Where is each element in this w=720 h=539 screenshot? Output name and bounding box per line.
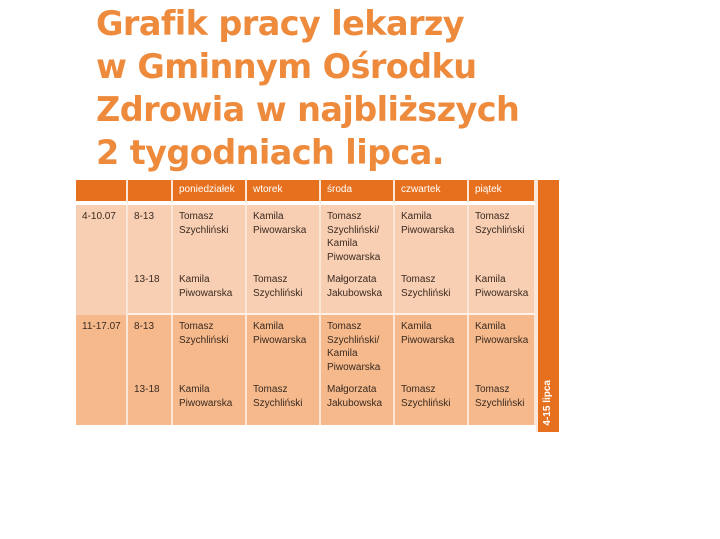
doctor-cell: Tomasz Szychliński — [247, 271, 321, 315]
side-date-bar — [536, 180, 559, 432]
table-row — [76, 271, 536, 315]
doctor-cell: Kamila Piwowarska — [247, 205, 321, 271]
doctor-cell: Kamila Piwowarska — [469, 315, 536, 381]
doctor-cell: Kamila Piwowarska — [173, 271, 247, 315]
header-wednesday: środa — [321, 180, 395, 205]
doctor-cell: Tomasz Szychliński — [469, 381, 536, 425]
doctor-cell: Kamila Piwowarska — [395, 315, 469, 381]
week-label: 11-17.07 — [76, 315, 128, 425]
doctor-cell: Tomasz Szychliński/ Kamila Piwowarska — [321, 315, 395, 381]
doctor-cell: Tomasz Szychliński — [469, 205, 536, 271]
header-hours — [128, 180, 173, 205]
doctor-cell: Tomasz Szychliński — [173, 315, 247, 381]
doctor-cell: Małgorzata Jakubowska — [321, 271, 395, 315]
page-title — [96, 2, 566, 174]
title-line: 2 tygodniach lipca. — [96, 133, 444, 172]
doctor-cell: Małgorzata Jakubowska — [321, 381, 395, 425]
doctor-cell: Kamila Piwowarska — [173, 381, 247, 425]
title-line: Grafik pracy lekarzy — [96, 4, 465, 43]
week-label: 4-10.07 — [76, 205, 128, 315]
title-line: Zdrowia w najbliższych — [96, 90, 520, 129]
doctor-cell: Tomasz Szychliński — [395, 381, 469, 425]
header-week — [76, 180, 128, 205]
table-header-row — [76, 180, 536, 205]
hours-cell: 13-18 — [128, 381, 173, 425]
table-row — [76, 205, 536, 271]
hours-cell: 8-13 — [128, 315, 173, 381]
header-thursday: czwartek — [395, 180, 469, 205]
doctor-cell: Tomasz Szychliński — [173, 205, 247, 271]
table-row — [76, 381, 536, 425]
schedule-table — [76, 180, 536, 425]
doctor-cell: Tomasz Szychliński — [395, 271, 469, 315]
doctor-cell: Kamila Piwowarska — [247, 315, 321, 381]
doctor-cell: Kamila Piwowarska — [469, 271, 536, 315]
doctor-cell: Tomasz Szychliński/ Kamila Piwowarska — [321, 205, 395, 271]
header-tuesday: wtorek — [247, 180, 321, 205]
header-monday: poniedziałek — [173, 180, 247, 205]
doctor-cell: Kamila Piwowarska — [395, 205, 469, 271]
table-row — [76, 315, 536, 381]
header-friday: piątek — [469, 180, 536, 205]
side-date-label: 4-15 lipca — [542, 380, 553, 426]
title-line: w Gminnym Ośrodku — [96, 47, 477, 86]
hours-cell: 8-13 — [128, 205, 173, 271]
hours-cell: 13-18 — [128, 271, 173, 315]
doctor-cell: Tomasz Szychliński — [247, 381, 321, 425]
